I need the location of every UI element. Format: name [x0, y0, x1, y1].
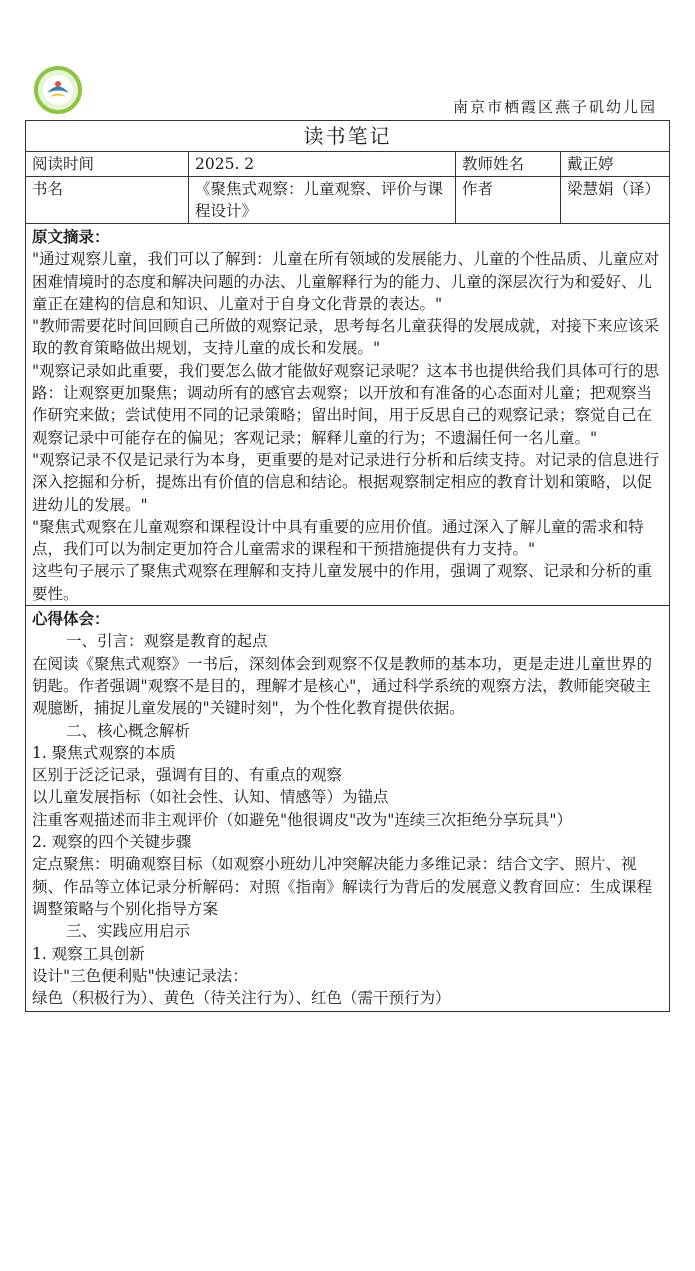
author-value: 梁慧娟（译） — [567, 180, 661, 198]
reflection-section — [26, 606, 669, 1011]
excerpt-heading: 原文摘录： — [32, 227, 110, 246]
subsection-title: 2. 观察的四个关键步骤 — [32, 833, 192, 852]
book-value: 《聚焦式观察：儿童观察、评价与课程设计》 — [189, 177, 456, 223]
section-title: 一、引言：观察是教育的起点 — [66, 632, 268, 651]
page-title: 读书笔记 — [26, 121, 669, 152]
reflection-line: 绿色（积极行为）、黄色（待关注行为）、红色（需干预行为） — [32, 989, 451, 1008]
author-label: 作者 — [456, 177, 561, 223]
book-label: 书名 — [26, 177, 189, 223]
reflection-line: 设计"三色便利贴"快速记录法： — [32, 966, 248, 985]
info-row-book — [26, 177, 669, 224]
reflection-line: 以儿童发展指标（如社会性、认知、情感等）为锚点 — [32, 788, 389, 807]
info-row-time — [26, 152, 669, 177]
reflection-paragraph: 在阅读《聚焦式观察》一书后，深刻体会到观察不仅是教师的基本功，更是走进儿童世界的钥匙。作者强调"观察不是目的，理解才是核心"，通过科学系统的观察方法，教师能突破主观臆断，捕捉儿童发展的"关键时刻"，为个性化教育提供依据。 — [32, 654, 653, 718]
section-title: 三、实践应用启示 — [66, 922, 191, 941]
read-time-label: 阅读时间 — [26, 152, 189, 176]
excerpt-paragraph: "观察记录不仅是记录行为本身，更重要的是对记录进行分析和后续支持。对记录的信息进行深入挖掘和分析，提炼出有价值的信息和结论。根据观察制定相应的教育计划和策略，以促进幼儿的发展。" — [32, 450, 660, 514]
school-name: 南京市栖霞区燕子矶幼儿园 — [452, 98, 657, 116]
read-time-value: 2025. 2 — [189, 152, 456, 176]
kindergarten-logo-icon — [34, 66, 82, 114]
reflection-heading: 心得体会： — [32, 609, 110, 629]
excerpt-paragraph: 这些句子展示了聚焦式观察在理解和支持儿童发展中的作用，强调了观察、记录和分析的重要性。 — [32, 562, 653, 603]
reading-notes-sheet — [25, 120, 670, 1012]
section-title: 二、核心概念解析 — [66, 721, 191, 740]
reflection-line: 注重客观描述而非主观评价（如避免"他很调皮"改为"连续三次拒绝分享玩具"） — [32, 810, 573, 829]
excerpt-paragraph: "通过观察儿童，我们可以了解到：儿童在所有领域的发展能力、儿童的个性品质、儿童应对困难情境时的态度和解决问题的办法、儿童解释行为的能力、儿童的深层次行为和爱好、儿童正在建构的信息和知识、儿童对于自身文化背景的表达。" — [32, 250, 660, 313]
subsection-title: 1. 观察工具创新 — [32, 944, 145, 963]
teacher-value: 戴正婷 — [567, 155, 614, 173]
teacher-label: 教师姓名 — [456, 152, 561, 176]
excerpt-paragraph: "聚焦式观察在儿童观察和课程设计中具有重要的应用价值。通过深入了解儿童的需求和特点，我们可以为制定更加符合儿童需求的课程和干预措施提供有力支持。" — [32, 517, 644, 559]
subsection-title: 1. 聚焦式观察的本质 — [32, 743, 176, 762]
excerpt-paragraph: "教师需要花时间回顾自己所做的观察记录，思考每名儿童获得的发展成就，对接下来应该采取的教育策略做出规划，支持儿童的成长和发展。" — [32, 317, 660, 358]
excerpt-paragraph: "观察记录如此重要，我们要怎么做才能做好观察记录呢？这本书也提供给我们具体可行的思路：让观察更加聚焦；调动所有的感官去观察；以开放和有准备的心态面对儿童；把观察当作研究来做；尝试使用不同的记录策略；留出时间，用于反思自己的观察记录；察觉自己在观察记录中可能存在的偏见；客观记录；解释儿童的行为；不遗漏任何一名儿童。" — [32, 361, 660, 447]
reflection-line: 定点聚焦：明确观察目标（如观察小班幼儿冲突解决能力多维记录：结合文字、照片、视频、作品等立体记录分析解码：对照《指南》解读行为背后的发展意义教育回应：生成课程调整策略与个别化指导方案 — [32, 855, 653, 918]
reflection-line: 区别于泛泛记录，强调有目的、有重点的观察 — [32, 766, 343, 785]
excerpt-section — [26, 224, 669, 606]
